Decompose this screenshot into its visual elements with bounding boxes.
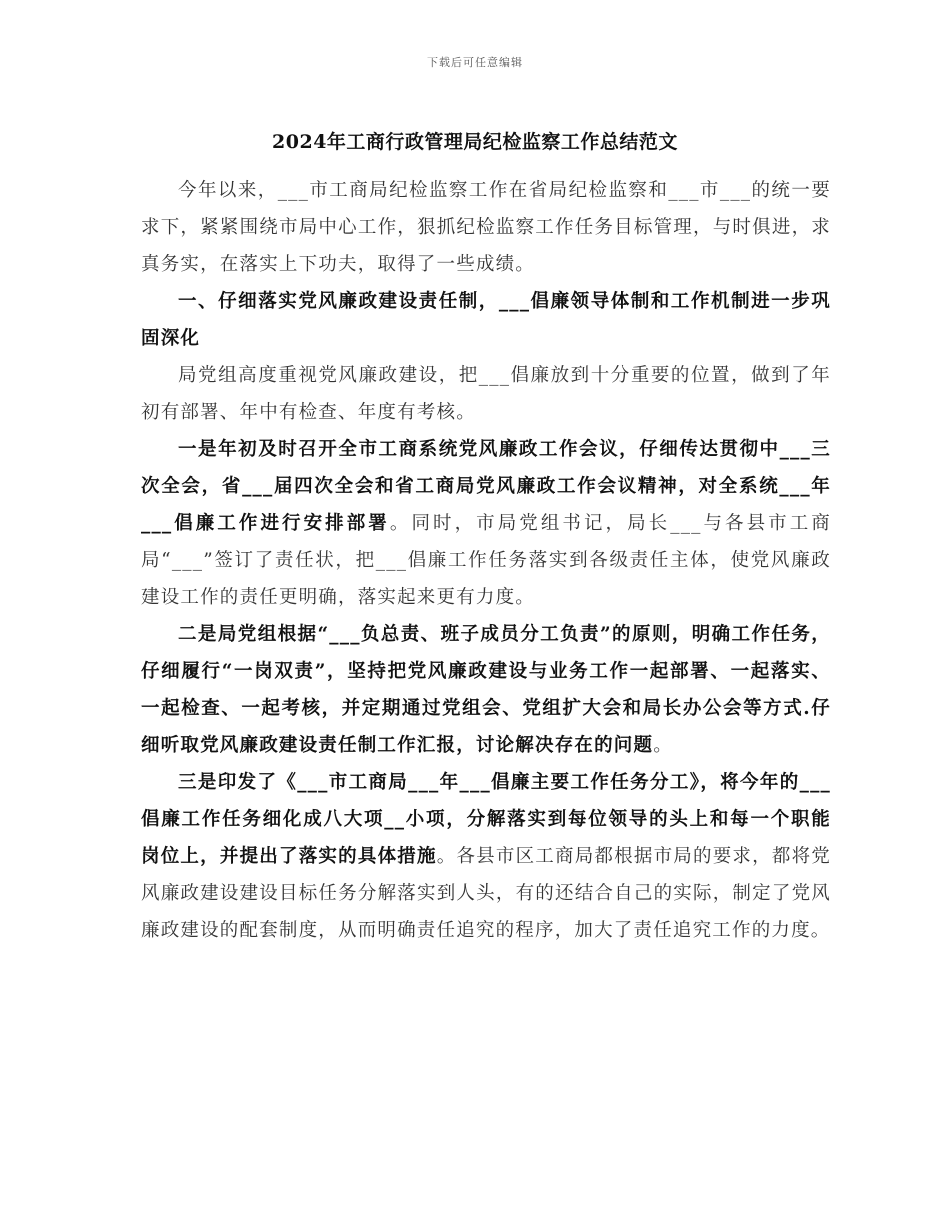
- paragraph-bold-text: 三是印发了《___市工商局___年___倡廉主要工作任务分工》，将今年的___倡廉工作任务细化成八大项__小项，分解落实到每位领导的头上和每一个职能岗位上，并提出了落实的具体措施: [141, 772, 831, 867]
- paragraph-text: 。各县市区工商局都根据市局的要求，都将党风廉政建设建设目标任务分解落实到人头，有的还结合自己的实际，制定了党风廉政建设的配套制度，从而明确责任追究的程序，加大了责任追究工作的力度。: [141, 846, 831, 941]
- page-header-note: 下载后可任意编辑: [427, 56, 523, 69]
- paragraph-text: 。: [653, 735, 673, 756]
- document-body: [141, 172, 831, 949]
- paragraph-text: 今年以来，___市工商局纪检监察工作在省局纪检监察和___市___的统一要求下，紧紧围绕市局中心工作，狠抓纪检监察工作任务目标管理，与时俱进，求真务实，在落实上下功夫，取得了一些成绩。: [141, 180, 831, 275]
- paragraph-point-1: [141, 431, 831, 616]
- paragraph-text: 局党组高度重视党风廉政建设，把___倡廉放到十分重要的位置，做到了年初有部署、年中有检查、年度有考核。: [141, 365, 831, 423]
- section-heading-1: [141, 283, 831, 357]
- paragraph-point-3: [141, 764, 831, 949]
- paragraph-overview: [141, 357, 831, 431]
- document-title: 2024年工商行政管理局纪检监察工作总结范文: [272, 131, 678, 153]
- paragraph-intro: [141, 172, 831, 283]
- paragraph-text: 。同时，市局党组书记，局长___与各县市工商局“___”签订了责任状，把___倡廉工作任务落实到各级责任主体，使党风廉政建设工作的责任更明确，落实起来更有力度。: [141, 513, 831, 608]
- paragraph-bold-text: 二是局党组根据“___负总责、班子成员分工负责”的原则，明确工作任务，仔细履行“一岗双责”，坚持把党风廉政建设与业务工作一起部署、一起落实、一起检查、一起考核，并定期通过党组会、党组扩大会和局长办公会等方式.仔细听取党风廉政建设责任制工作汇报，讨论解决存在的问题: [141, 624, 831, 756]
- section-heading-text: 一、仔细落实党风廉政建设责任制，___倡廉领导体制和工作机制进一步巩固深化: [141, 291, 831, 349]
- paragraph-bold-text: 一是年初及时召开全市工商系统党风廉政工作会议，仔细传达贯彻中___三次全会，省___届四次全会和省工商局党风廉政工作会议精神，对全系统___年___倡廉工作进行安排部署: [141, 439, 831, 534]
- paragraph-point-2: [141, 616, 831, 764]
